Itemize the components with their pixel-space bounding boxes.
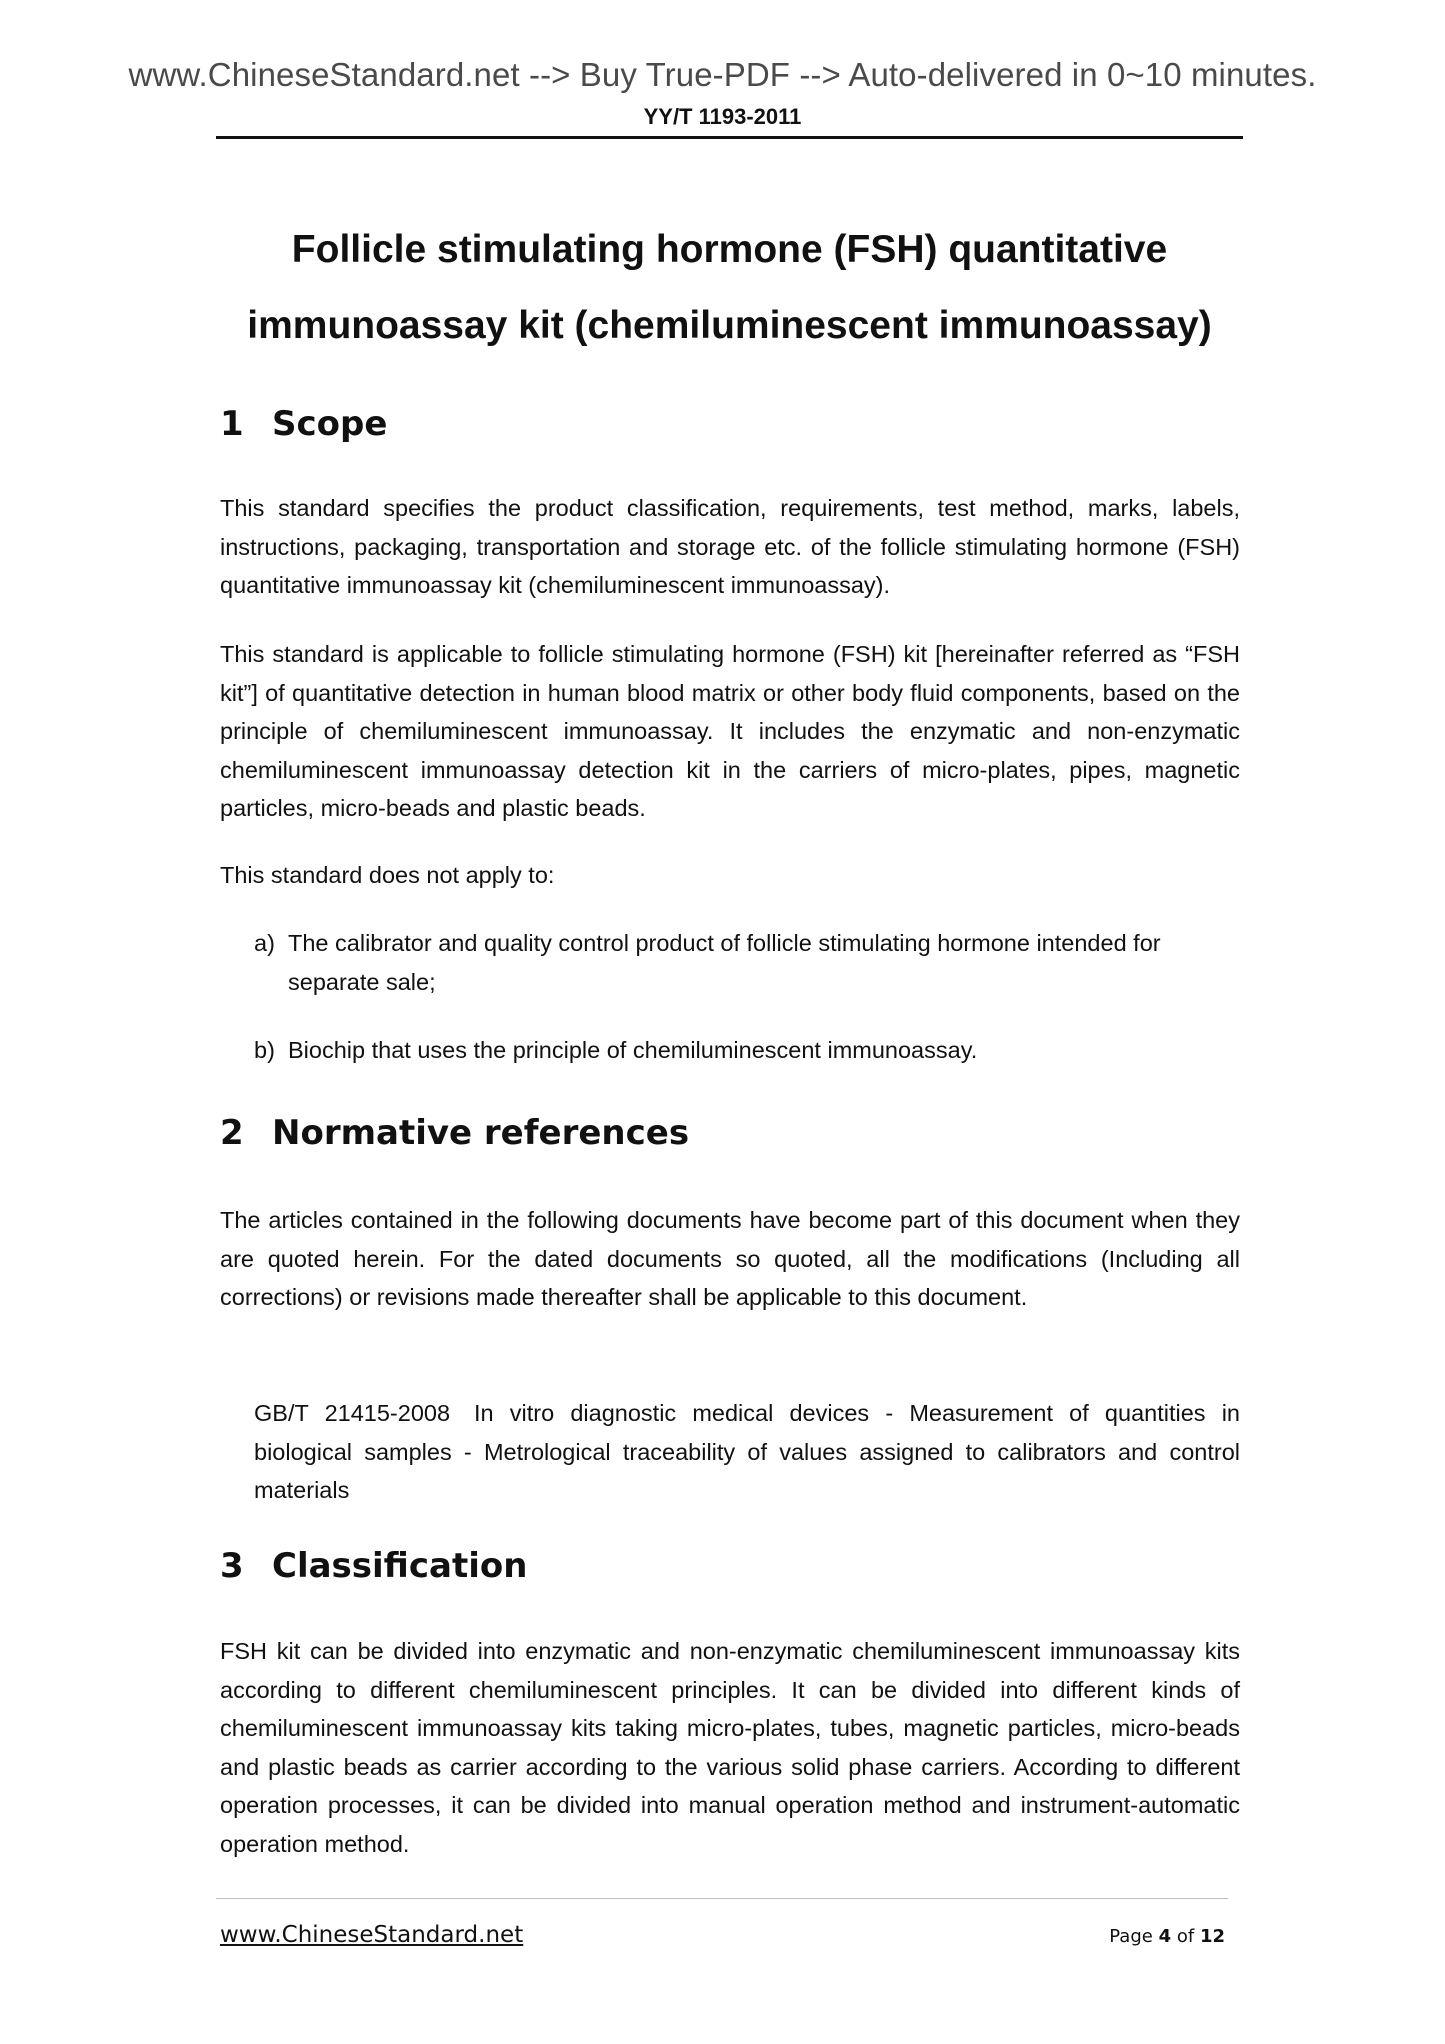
paragraph: This standard specifies the product classification, requirements, test method, marks, labels, instructions, packaging, transportation and storage etc. of the follicle stimulating hormone (FSH) quantitative immunoassay kit (chemiluminescent immunoassay). bbox=[220, 495, 1240, 598]
section-number: 2 bbox=[220, 1113, 244, 1153]
page-prefix: Page bbox=[1109, 1926, 1153, 1947]
reference-title: In vitro diagnostic medical devices - Measurement of quantities in biological samples - Metrological traceability of values assigned to calibrators and control materials bbox=[254, 1400, 1240, 1503]
section-scope bbox=[220, 402, 1240, 446]
section-title: Scope bbox=[272, 404, 388, 444]
list-text: Biochip that uses the principle of chemiluminescent immunoassay. bbox=[288, 1037, 978, 1063]
page-current: 4 bbox=[1158, 1926, 1172, 1947]
page-of: of bbox=[1176, 1926, 1195, 1947]
exclusion-item-b bbox=[254, 1031, 1240, 1070]
section-title: Classification bbox=[272, 1546, 528, 1586]
section-classification bbox=[220, 1544, 1240, 1588]
title-line-1: Follicle stimulating hormone (FSH) quantitative bbox=[291, 228, 1168, 271]
purchase-banner[interactable]: www.ChineseStandard.net --> Buy True-PDF --> Auto-delivered in 0~10 minutes. bbox=[128, 56, 1317, 93]
footer-website-link[interactable]: www.ChineseStandard.net bbox=[220, 1922, 524, 1948]
list-marker: b) bbox=[254, 1037, 275, 1063]
scope-paragraph-2 bbox=[220, 635, 1240, 828]
references-paragraph bbox=[220, 1201, 1240, 1317]
scope-paragraph-1 bbox=[220, 489, 1240, 605]
paragraph: This standard is applicable to follicle stimulating hormone (FSH) kit [hereinafter referred as “FSH kit”] of quantitative detection in human blood matrix or other body fluid components, based on the principle of chemiluminescent immunoassay. It includes the enzymatic and non-enzymatic chemiluminescent immunoassay detection kit in the carriers of micro-plates, pipes, magnetic particles, micro-beads and plastic beads. bbox=[220, 641, 1240, 821]
title-line-2: immunoassay kit (chemiluminescent immunoassay) bbox=[247, 304, 1212, 347]
standard-number: YY/T 1193-2011 bbox=[643, 104, 802, 129]
paragraph: This standard does not apply to: bbox=[220, 862, 555, 888]
exclusion-item-a bbox=[254, 924, 1240, 1001]
section-heading bbox=[220, 402, 1240, 446]
page-indicator bbox=[1109, 1926, 1225, 1947]
reference-code: GB/T 21415-2008 bbox=[254, 1400, 451, 1426]
classification-paragraph bbox=[220, 1632, 1240, 1863]
paragraph: The articles contained in the following documents have become part of this document when they are quoted herein. For the dated documents so quoted, all the modifications (Including all corrections) or revisions made thereafter shall be applicable to this document. bbox=[220, 1207, 1240, 1310]
section-heading bbox=[220, 1111, 1240, 1155]
section-number: 3 bbox=[220, 1546, 244, 1586]
section-normative-references bbox=[220, 1111, 1240, 1155]
page-total: 12 bbox=[1199, 1926, 1225, 1947]
reference-entry bbox=[254, 1394, 1240, 1510]
scope-paragraph-3 bbox=[220, 856, 1240, 895]
list-text: The calibrator and quality control product of follicle stimulating hormone intended for separate sale; bbox=[288, 930, 1161, 995]
list-marker: a) bbox=[254, 930, 275, 956]
footer-divider bbox=[216, 1898, 1228, 1899]
header-divider bbox=[216, 136, 1243, 139]
section-title: Normative references bbox=[272, 1113, 690, 1153]
section-number: 1 bbox=[220, 404, 244, 444]
section-heading bbox=[220, 1544, 1240, 1588]
document-title bbox=[216, 212, 1243, 364]
paragraph: FSH kit can be divided into enzymatic and non-enzymatic chemiluminescent immunoassay kits according to different chemiluminescent principles. It can be divided into different kinds of chemiluminescent immunoassay kits taking micro-plates, tubes, magnetic particles, micro-beads and plastic beads as carrier according to the various solid phase carriers. According to different operation processes, it can be divided into manual operation method and instrument-automatic operation method. bbox=[220, 1638, 1240, 1857]
